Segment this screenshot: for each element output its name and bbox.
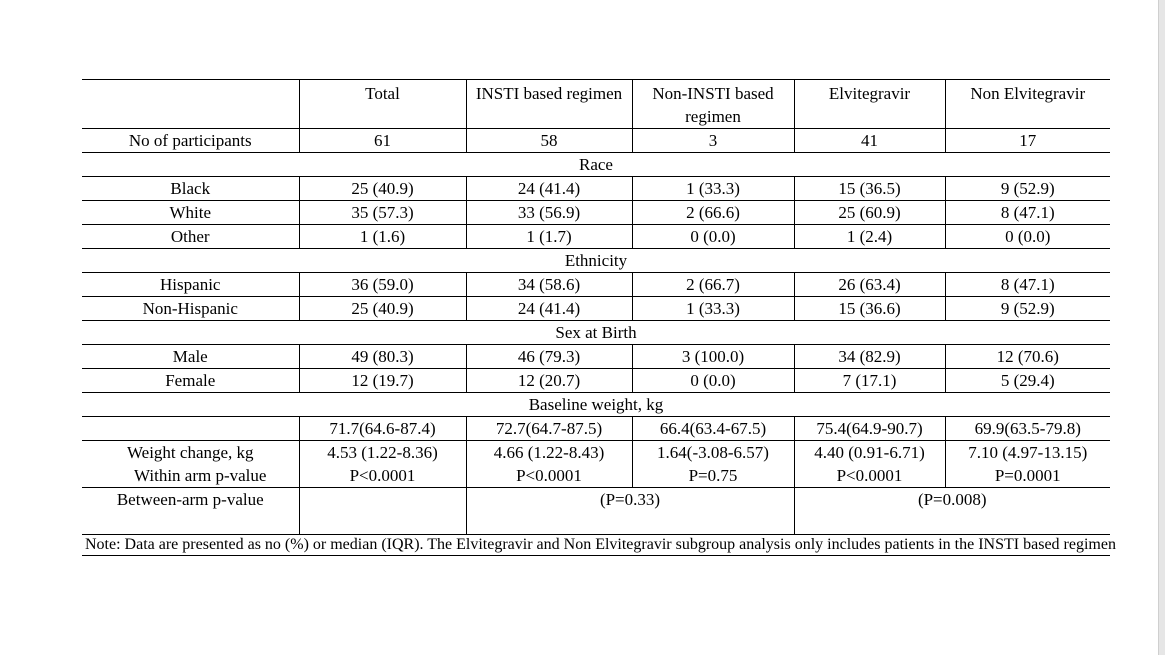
race-black-non-insti: 1 (33.3) — [632, 177, 794, 201]
race-other-non-elvitegravir: 0 (0.0) — [945, 225, 1110, 249]
weight-change-elvitegravir: 4.40 (0.91-6.71) — [814, 443, 925, 462]
participants-non-insti: 3 — [632, 129, 794, 153]
race-black-insti: 24 (41.4) — [466, 177, 632, 201]
baseline-label: Baseline weight, kg — [528, 395, 664, 414]
baseline-total: 71.7(64.6-87.4) — [299, 417, 466, 441]
race-black-non-elvitegravir: 9 (52.9) — [945, 177, 1110, 201]
within-arm-total: P<0.0001 — [349, 466, 416, 485]
race-other-total: 1 (1.6) — [299, 225, 466, 249]
participants-insti: 58 — [466, 129, 632, 153]
weight-change-elvitegravir-cell — [794, 441, 945, 488]
demographics-table — [82, 79, 1116, 556]
ethnicity-non-hispanic-total: 25 (40.9) — [299, 297, 466, 321]
race-section-label: Race — [579, 155, 613, 174]
race-white-insti: 33 (56.9) — [466, 201, 632, 225]
sex-male-elvitegravir: 34 (82.9) — [794, 345, 945, 369]
race-other-insti: 1 (1.7) — [466, 225, 632, 249]
weight-change-label-cell — [82, 441, 299, 488]
baseline-insti: 72.7(64.7-87.5) — [466, 417, 632, 441]
header-empty-cell — [82, 80, 299, 129]
race-white-non-elvitegravir: 8 (47.1) — [945, 201, 1110, 225]
participants-total: 61 — [299, 129, 466, 153]
ethnicity-hispanic-label: Hispanic — [160, 275, 221, 294]
header-non-elvitegravir: Non Elvitegravir — [945, 80, 1110, 129]
table-note: Note: Data are presented as no (%) or median (IQR). The Elvitegravir and Non Elvitegravir subgroup analysis only includes patients in the INSTI based regimen — [85, 536, 1116, 553]
baseline-elvitegravir: 75.4(64.9-90.7) — [794, 417, 945, 441]
between-arm-insti-vs-non: (P=0.33) — [466, 488, 794, 535]
sex-female-insti: 12 (20.7) — [466, 369, 632, 393]
weight-change-row — [82, 441, 1110, 488]
between-arm-row — [82, 488, 1110, 535]
race-black-total: 25 (40.9) — [299, 177, 466, 201]
baseline-empty-cell — [82, 417, 299, 441]
sex-female-non-elvitegravir: 5 (29.4) — [945, 369, 1110, 393]
baseline-values-row — [82, 417, 1110, 441]
ethnicity-non-hispanic-elvitegravir: 15 (36.6) — [794, 297, 945, 321]
ethnicity-hispanic-total: 36 (59.0) — [299, 273, 466, 297]
between-arm-elv-vs-non: (P=0.008) — [794, 488, 1110, 535]
ethnicity-hispanic-insti: 34 (58.6) — [466, 273, 632, 297]
header-non-insti: Non-INSTI based regimen — [632, 80, 794, 129]
window-right-edge — [1158, 0, 1165, 655]
between-arm-total-empty — [299, 488, 466, 535]
within-arm-non-elvitegravir: P=0.0001 — [994, 466, 1061, 485]
sex-female-label: Female — [165, 371, 216, 390]
header-row — [82, 80, 1110, 129]
race-other-row — [82, 225, 1110, 249]
weight-change-insti-cell — [466, 441, 632, 488]
ethnicity-non-hispanic-non-insti: 1 (33.3) — [632, 297, 794, 321]
ethnicity-non-hispanic-label: Non-Hispanic — [142, 299, 238, 318]
weight-change-non-insti: 1.64(-3.08-6.57) — [657, 443, 769, 462]
sex-male-total: 49 (80.3) — [299, 345, 466, 369]
weight-change-non-elvitegravir-cell — [945, 441, 1110, 488]
race-white-row — [82, 201, 1110, 225]
sex-section-row — [82, 321, 1110, 345]
header-elvitegravir: Elvitegravir — [794, 80, 945, 129]
participants-label: No of participants — [128, 131, 252, 150]
within-arm-elvitegravir: P<0.0001 — [836, 466, 903, 485]
weight-change-non-elvitegravir: 7.10 (4.97-13.15) — [968, 443, 1088, 462]
participants-row — [82, 129, 1110, 153]
race-white-non-insti: 2 (66.6) — [632, 201, 794, 225]
participants-elvitegravir: 41 — [794, 129, 945, 153]
ethnicity-hispanic-row — [82, 273, 1110, 297]
sex-male-non-elvitegravir: 12 (70.6) — [945, 345, 1110, 369]
weight-change-label: Weight change, kg — [126, 443, 254, 462]
ethnicity-hispanic-non-insti: 2 (66.7) — [632, 273, 794, 297]
weight-change-non-insti-cell — [632, 441, 794, 488]
baseline-non-insti: 66.4(63.4-67.5) — [632, 417, 794, 441]
race-white-elvitegravir: 25 (60.9) — [794, 201, 945, 225]
weight-change-total-cell — [299, 441, 466, 488]
weight-change-total: 4.53 (1.22-8.36) — [327, 443, 438, 462]
note-row — [82, 535, 1110, 556]
race-black-elvitegravir: 15 (36.5) — [794, 177, 945, 201]
race-white-total: 35 (57.3) — [299, 201, 466, 225]
race-other-elvitegravir: 1 (2.4) — [794, 225, 945, 249]
sex-female-row — [82, 369, 1110, 393]
sex-female-non-insti: 0 (0.0) — [632, 369, 794, 393]
sex-female-elvitegravir: 7 (17.1) — [794, 369, 945, 393]
race-black-label: Black — [170, 179, 211, 198]
ethnicity-section-row — [82, 249, 1110, 273]
race-black-row — [82, 177, 1110, 201]
within-arm-non-insti: P=0.75 — [688, 466, 738, 485]
between-arm-label: Between-arm p-value — [116, 490, 264, 509]
sex-male-row — [82, 345, 1110, 369]
baseline-non-elvitegravir: 69.9(63.5-79.8) — [945, 417, 1110, 441]
header-total: Total — [299, 80, 466, 129]
baseline-section-row — [82, 393, 1110, 417]
ethnicity-hispanic-elvitegravir: 26 (63.4) — [794, 273, 945, 297]
sex-section-label: Sex at Birth — [555, 323, 637, 342]
race-other-non-insti: 0 (0.0) — [632, 225, 794, 249]
within-arm-insti: P<0.0001 — [516, 466, 582, 485]
race-white-label: White — [169, 203, 212, 222]
sex-female-total: 12 (19.7) — [299, 369, 466, 393]
ethnicity-section-label: Ethnicity — [564, 251, 628, 270]
race-section-row — [82, 153, 1110, 177]
weight-change-insti: 4.66 (1.22-8.43) — [493, 443, 605, 462]
ethnicity-non-hispanic-non-elvitegravir: 9 (52.9) — [945, 297, 1110, 321]
header-insti: INSTI based regimen — [466, 80, 632, 129]
sex-male-non-insti: 3 (100.0) — [632, 345, 794, 369]
sex-male-insti: 46 (79.3) — [466, 345, 632, 369]
sex-male-label: Male — [172, 347, 208, 366]
race-other-label: Other — [170, 227, 210, 246]
ethnicity-hispanic-non-elvitegravir: 8 (47.1) — [945, 273, 1110, 297]
ethnicity-non-hispanic-insti: 24 (41.4) — [466, 297, 632, 321]
ethnicity-non-hispanic-row — [82, 297, 1110, 321]
within-arm-label: Within arm p-value — [134, 466, 267, 485]
participants-non-elvitegravir: 17 — [945, 129, 1110, 153]
